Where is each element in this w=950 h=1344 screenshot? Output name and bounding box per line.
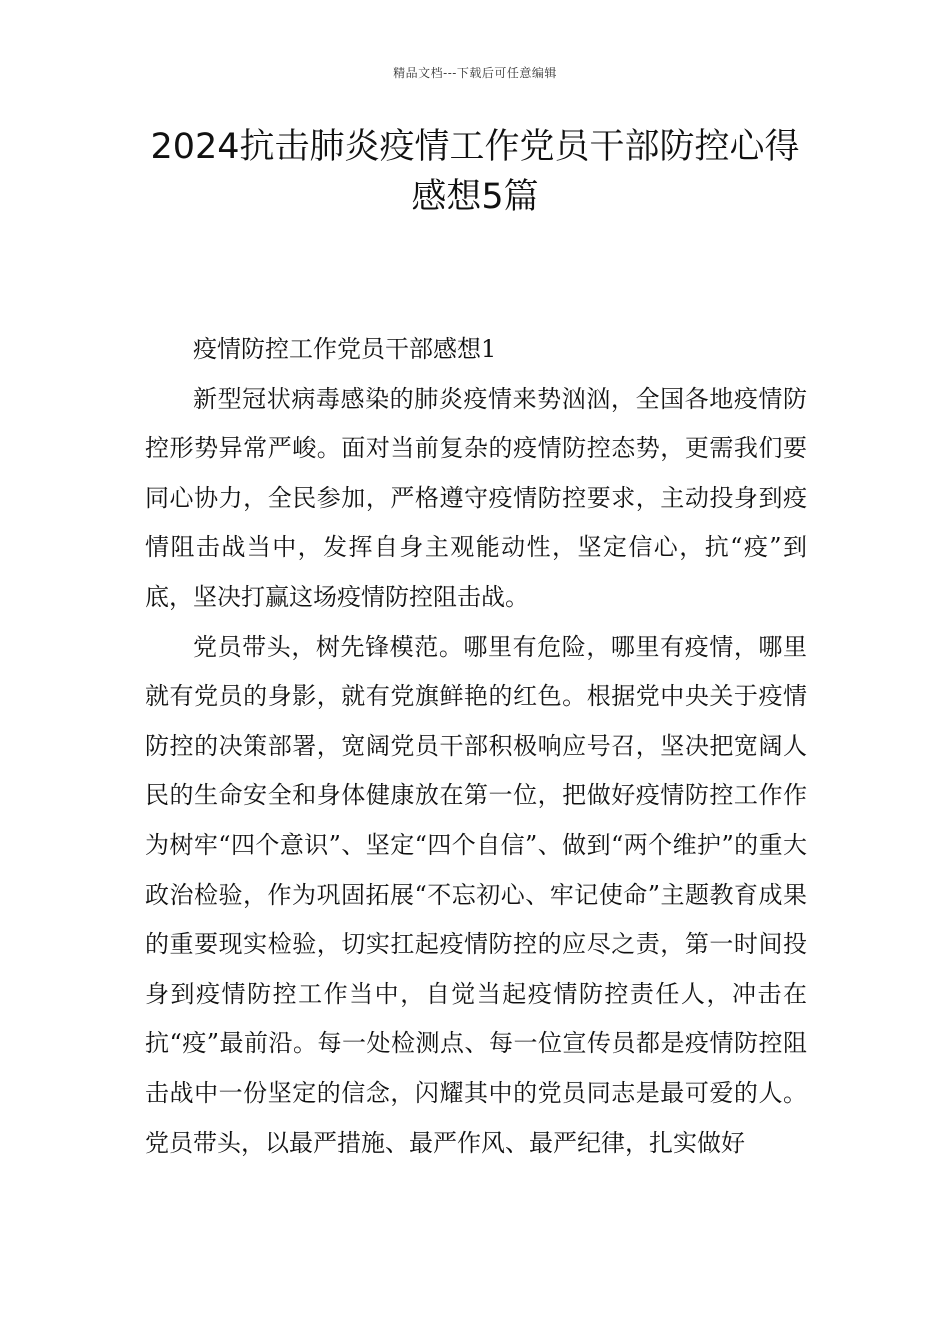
- section-heading: 疫情防控工作党员干部感想1: [193, 335, 497, 363]
- document-body: [145, 325, 807, 1168]
- paragraph-1: 新型冠状病毒感染的肺炎疫情来势汹汹，全国各地疫情防控形势异常严峻。面对当前复杂的疫情防控态势，更需我们要同心协力，全民参加，严格遵守疫情防控要求，主动投身到疫情阻击战当中，发挥自身主观能动性，坚定信心，抗“疫”到底，坚决打赢这场疫情防控阻击战。: [145, 384, 807, 611]
- document-title: 2024抗击肺炎疫情工作党员干部防控心得感想5篇: [150, 127, 800, 217]
- paragraph-2: 党员带头，树先锋模范。哪里有危险，哪里有疫情，哪里就有党员的身影，就有党旗鲜艳的红色。根据党中央关于疫情防控的决策部署，宽阔党员干部积极响应号召，坚决把宽阔人民的生命安全和身体健康放在第一位，把做好疫情防控工作作为树牢“四个意识”、坚定“四个自信”、做到“两个维护”的重大政治检验，作为巩固拓展“不忘初心、牢记使命”主题教育成果的重要现实检验，切实扛起疫情防控的应尽之责，第一时间投身到疫情防控工作当中，自觉当起疫情防控责任人，冲击在抗“疫”最前沿。每一处检测点、每一位宣传员都是疫情防控阻击战中一份坚定的信念，闪耀其中的党员同志是最可爱的人。党员带头，以最严措施、最严作风、最严纪律，扎实做好: [145, 632, 807, 1157]
- header-note: 精品文档---下载后可任意编辑: [393, 66, 557, 80]
